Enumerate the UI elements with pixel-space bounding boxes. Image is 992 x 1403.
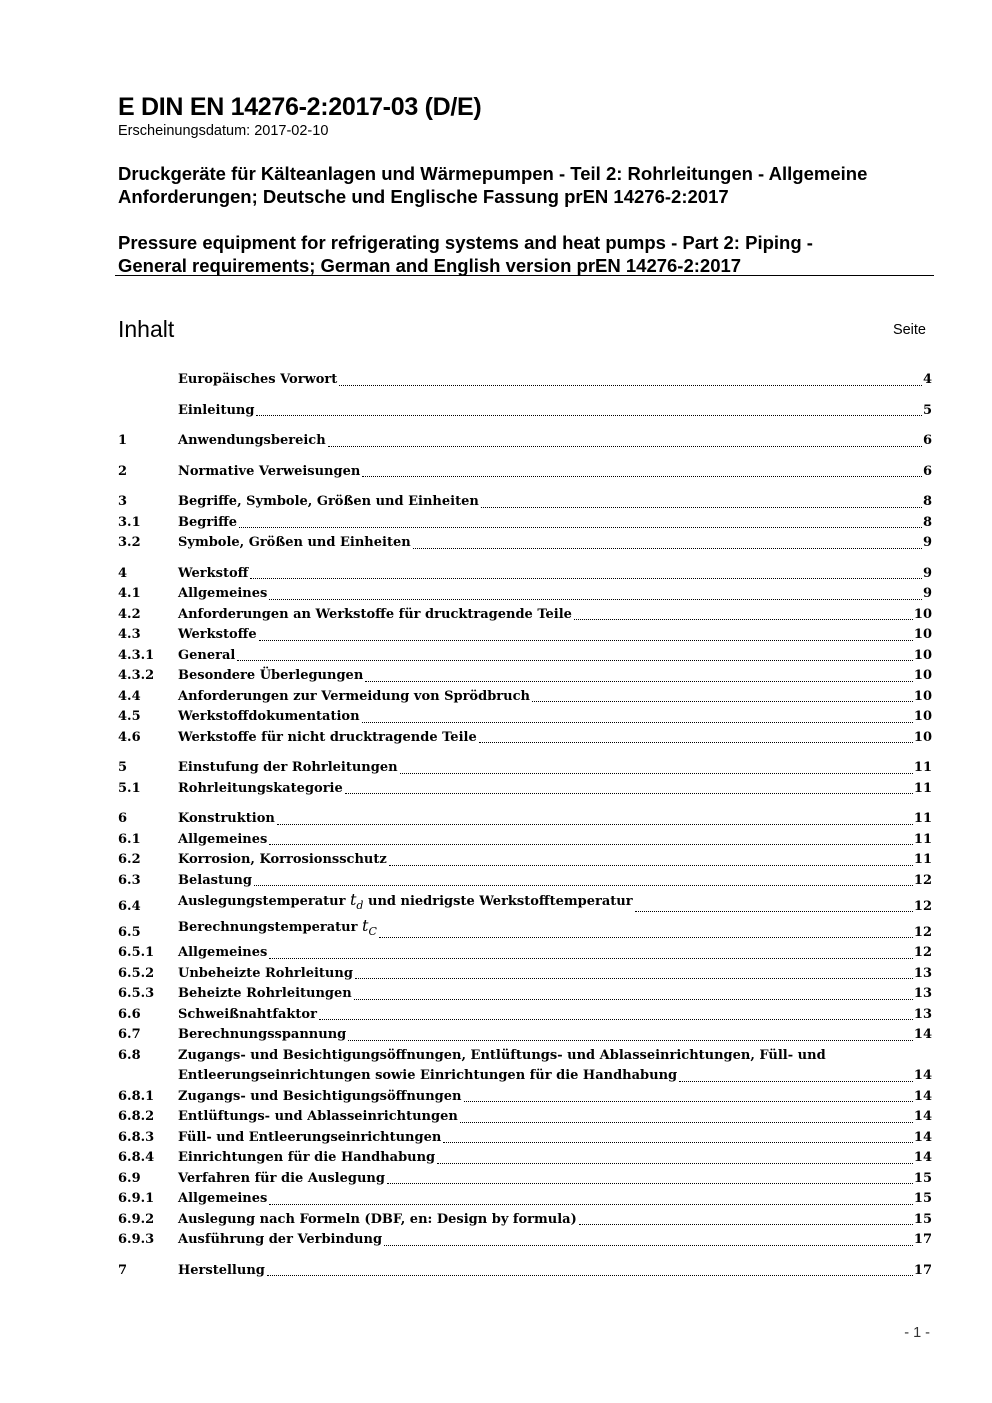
toc-entry-page: 17 xyxy=(913,1232,932,1247)
toc-entry-number: 6.5.1 xyxy=(118,945,155,960)
toc-entry-label: Auslegung nach Formeln (DBF, en: Design by formula) xyxy=(178,1211,577,1227)
toc-entry-page: 12 xyxy=(913,924,932,940)
toc-leader-dots xyxy=(267,1275,913,1276)
toc-entry[interactable] xyxy=(118,850,932,871)
toc-entry[interactable] xyxy=(118,1261,932,1282)
toc-leader-dots xyxy=(348,1040,913,1041)
toc-entry[interactable] xyxy=(118,871,932,892)
toc-entry-body xyxy=(178,1148,932,1169)
toc-entry[interactable] xyxy=(118,728,932,749)
toc-entry-label: Anforderungen zur Vermeidung von Sprödbruch xyxy=(178,688,530,704)
toc-entry-number: 6.8 xyxy=(118,1047,141,1063)
toc-entry-number: 4.5 xyxy=(118,709,141,724)
toc-leader-dots xyxy=(384,1245,913,1246)
toc-entry-number: 4.3.2 xyxy=(118,668,155,683)
toc-entry-number: 6.8.1 xyxy=(118,1088,155,1104)
toc-leader-dots xyxy=(269,958,913,959)
toc-entry-page: 13 xyxy=(913,1006,932,1022)
toc-leader-dots xyxy=(354,999,913,1000)
toc-entry[interactable] xyxy=(118,625,932,646)
toc-leader-dots xyxy=(579,1224,913,1225)
toc-leader-dots xyxy=(635,911,913,912)
toc-entry-page: 9 xyxy=(922,535,932,550)
toc-leader-dots xyxy=(532,701,913,702)
toc-entry-label: Begriffe, Symbole, Größen und Einheiten xyxy=(178,494,479,509)
toc-entry-body xyxy=(178,1230,932,1251)
toc-entry[interactable] xyxy=(118,891,932,917)
toc-entry-label-line-2: Entleerungseinrichtungen sowie Einrichtungen für die Handhabung xyxy=(178,1068,678,1083)
toc-entry-body xyxy=(178,1087,932,1108)
toc-entry-body xyxy=(178,1169,932,1190)
toc-entry-page: 13 xyxy=(913,965,932,981)
toc-title: Inhalt xyxy=(118,316,175,342)
title-english-line-2: General requirements; German and English version prEN 14276-2:2017 xyxy=(118,255,742,276)
toc-entry-number: 6.7 xyxy=(118,1027,141,1042)
toc-leader-dots xyxy=(362,722,913,723)
toc-entry-number: 6.4 xyxy=(118,898,141,914)
math-symbol-base: t xyxy=(349,890,357,910)
toc-entry-body xyxy=(178,605,932,626)
toc-entry-label: Begriffe xyxy=(178,514,238,530)
toc-leader-dots xyxy=(339,385,922,386)
toc-entry-label: Europäisches Vorwort xyxy=(178,372,338,387)
toc-entry-label-text: Auslegungstemperatur xyxy=(178,894,346,910)
toc-entry[interactable] xyxy=(118,431,932,452)
toc-entry-page: 8 xyxy=(922,494,932,509)
toc-entry-page: 9 xyxy=(922,586,932,601)
toc-leader-dots xyxy=(269,1204,913,1205)
toc-entry-number: 6.8.4 xyxy=(118,1150,155,1165)
toc-entry-label: Werkstoffdokumentation xyxy=(178,709,360,724)
toc-entry-page: 6 xyxy=(922,463,932,479)
toc-entry-body xyxy=(178,707,932,728)
toc-entry-number: 4.4 xyxy=(118,688,141,704)
toc-entry[interactable] xyxy=(118,1230,932,1251)
toc-entry-number: 6 xyxy=(118,811,128,826)
toc-entry-number: 4.3 xyxy=(118,627,141,642)
toc-entry-body xyxy=(178,890,932,917)
toc-entry[interactable] xyxy=(118,964,932,985)
toc-entry-body xyxy=(178,964,932,985)
toc-entry-label: Symbole, Größen und Einheiten xyxy=(178,535,411,550)
toc-entry-body xyxy=(178,1261,932,1282)
toc-entry-number: 6.5 xyxy=(118,924,141,940)
toc-entry-page: 12 xyxy=(913,898,932,914)
toc-entry-page: 17 xyxy=(913,1262,932,1278)
toc-leader-dots xyxy=(319,1019,913,1020)
toc-entry-page: 10 xyxy=(913,688,932,704)
toc-entry[interactable] xyxy=(118,707,932,728)
toc-entry-body xyxy=(178,984,932,1005)
toc-entry-body xyxy=(178,564,932,585)
math-symbol xyxy=(362,916,377,939)
toc-leader-dots xyxy=(437,1163,913,1164)
toc-entry-label: Anforderungen an Werkstoffe für drucktragende Teile xyxy=(178,606,572,622)
toc-entry-body xyxy=(178,850,932,871)
toc-entry-body xyxy=(178,462,932,483)
toc-entry-body xyxy=(178,1025,932,1046)
toc-leader-dots xyxy=(256,415,922,416)
toc-entry-page: 11 xyxy=(913,831,932,847)
toc-leader-dots xyxy=(277,824,913,825)
toc-entry-page: 12 xyxy=(913,872,932,888)
toc-entry-number: 6.3 xyxy=(118,872,141,888)
toc-entry-label: Entlüftungs- und Ablasseinrichtungen xyxy=(178,1109,458,1124)
toc-entry-page: 11 xyxy=(913,760,932,775)
toc-entry[interactable] xyxy=(118,809,932,830)
toc-entry-page: 13 xyxy=(913,986,932,1001)
toc-entry[interactable] xyxy=(118,1128,932,1149)
toc-entry-body xyxy=(178,1046,932,1087)
math-symbol xyxy=(349,890,364,913)
toc-leader-dots xyxy=(679,1081,913,1082)
toc-entry-label: Allgemeines xyxy=(178,1191,268,1206)
toc-entry[interactable] xyxy=(118,687,932,708)
toc-entry-page: 11 xyxy=(913,852,932,867)
toc-leader-dots xyxy=(269,844,913,845)
toc-entry-page: 14 xyxy=(913,1129,932,1145)
toc-leader-dots xyxy=(481,507,922,508)
toc-entry-body xyxy=(178,646,932,667)
toc-leader-dots xyxy=(387,1183,913,1184)
page-number: - 1 - xyxy=(904,1325,930,1341)
toc-entry[interactable] xyxy=(118,1046,932,1087)
toc-entry-number: 6.8.3 xyxy=(118,1129,155,1145)
toc-leader-dots xyxy=(239,527,922,528)
toc-entry-number: 6.8.2 xyxy=(118,1109,155,1124)
toc-entry-number: 6.5.2 xyxy=(118,965,155,981)
toc-entry-page: 14 xyxy=(913,1109,932,1124)
toc-leader-dots xyxy=(464,1101,913,1102)
toc-entry-label: Allgemeines xyxy=(178,586,268,601)
toc-entry[interactable] xyxy=(118,533,932,554)
toc-entry[interactable] xyxy=(118,984,932,1005)
toc-entry-label: Unbeheizte Rohrleitung xyxy=(178,965,353,981)
toc-entry-body xyxy=(178,533,932,554)
toc-entry-body xyxy=(178,401,932,422)
toc-entry-body xyxy=(178,370,932,391)
toc-entry-page: 14 xyxy=(913,1068,932,1083)
toc-entry-label: Ausführung der Verbindung xyxy=(178,1232,383,1247)
publication-date: Erscheinungsdatum: 2017-02-10 xyxy=(118,123,329,139)
math-symbol-subscript: d xyxy=(356,899,364,913)
toc-leader-dots xyxy=(379,937,913,938)
toc-entry-number: 6.9 xyxy=(118,1170,141,1186)
toc-entry-page: 10 xyxy=(913,627,932,642)
toc-entry-label: Allgemeines xyxy=(178,831,268,847)
toc-entry[interactable] xyxy=(118,779,932,800)
toc-entry-page: 6 xyxy=(922,433,932,448)
toc-entry-label: Verfahren für die Auslegung xyxy=(178,1170,385,1186)
toc-entry[interactable] xyxy=(118,1087,932,1108)
toc-entry-number: 3.2 xyxy=(118,535,141,550)
title-english-line-1: Pressure equipment for refrigerating systems and heat pumps - Part 2: Piping - xyxy=(118,232,813,253)
toc-entry-label: Werkstoffe xyxy=(178,627,257,642)
toc-entry-body xyxy=(178,492,932,513)
title-german xyxy=(118,162,934,208)
toc-entry-label: Zugangs- und Besichtigungsöffnungen xyxy=(178,1088,462,1104)
toc-entry[interactable] xyxy=(118,492,932,513)
toc-entry-label: Herstellung xyxy=(178,1262,265,1278)
toc-entry-page: 5 xyxy=(922,402,932,418)
toc-entry-label: Einrichtungen für die Handhabung xyxy=(178,1150,436,1165)
toc-entry-label xyxy=(178,890,633,917)
toc-entry-number: 5 xyxy=(118,760,128,775)
toc-entry-label-text-after: und niedrigste Werkstofftemperatur xyxy=(368,894,633,910)
toc-entry-page: 15 xyxy=(913,1191,932,1206)
toc-entry-body xyxy=(178,779,932,800)
toc-entry[interactable] xyxy=(118,646,932,667)
toc-entry-label: Konstruktion xyxy=(178,811,275,826)
toc-entry-label-line-1: Zugangs- und Besichtigungsöffnungen, Entlüftungs- und Ablasseinrichtungen, Füll- und xyxy=(178,1047,826,1063)
toc-leader-dots xyxy=(254,885,913,886)
header-divider xyxy=(115,275,934,276)
toc-entry-body xyxy=(178,687,932,708)
toc-entry-number: 6.6 xyxy=(118,1006,141,1022)
toc-entry-number: 6.2 xyxy=(118,852,141,867)
toc-entry-body xyxy=(178,871,932,892)
toc-entry[interactable] xyxy=(118,462,932,483)
toc-entry-body xyxy=(178,830,932,851)
toc-entry-body xyxy=(178,758,932,779)
document-header xyxy=(118,92,934,277)
toc-entry[interactable] xyxy=(118,584,932,605)
toc-entry-page: 9 xyxy=(922,565,932,581)
toc-entry[interactable] xyxy=(118,758,932,779)
toc-entry-number: 4.6 xyxy=(118,729,141,745)
toc-entry-page: 10 xyxy=(913,606,932,622)
toc-leader-dots xyxy=(362,476,922,477)
toc-entry[interactable] xyxy=(118,666,932,687)
toc-entry-label: Einstufung der Rohrleitungen xyxy=(178,760,398,775)
toc-leader-dots xyxy=(328,446,922,447)
toc-leader-dots xyxy=(269,599,922,600)
toc-entry-body xyxy=(178,728,932,749)
toc-entry-number: 4.1 xyxy=(118,586,141,601)
toc-entry-page: 10 xyxy=(913,729,932,745)
toc-entry-body xyxy=(178,1128,932,1149)
toc-leader-dots xyxy=(443,1142,913,1143)
toc-entry-body xyxy=(178,943,932,964)
toc-entry-label: Werkstoffe für nicht drucktragende Teile xyxy=(178,729,477,745)
toc-leader-dots xyxy=(479,742,913,743)
toc-leader-dots xyxy=(400,773,913,774)
toc-page-column-label: Seite xyxy=(892,322,926,338)
document-id: E DIN EN 14276-2:2017-03 (D/E) xyxy=(118,93,482,121)
toc-entry-number: 4.3.1 xyxy=(118,647,155,663)
toc-entry-number: 4.2 xyxy=(118,606,141,622)
toc-entry-body xyxy=(178,1189,932,1210)
toc-entry-body xyxy=(178,431,932,452)
toc-entry-number: 7 xyxy=(118,1262,128,1278)
toc-leader-dots xyxy=(574,619,913,620)
toc-entry-number: 3 xyxy=(118,494,128,509)
toc-entry-label: Anwendungsbereich xyxy=(178,433,326,448)
toc-entry-page: 10 xyxy=(913,647,932,663)
toc-entry-body xyxy=(178,1210,932,1231)
toc-entry-body xyxy=(178,916,932,943)
toc-entry[interactable] xyxy=(118,564,932,585)
toc-leader-dots xyxy=(389,865,913,866)
toc-entry-label: Beheizte Rohrleitungen xyxy=(178,986,352,1001)
toc-entry[interactable] xyxy=(118,1189,932,1210)
toc-entry-label: Korrosion, Korrosionsschutz xyxy=(178,852,387,867)
toc-entry-label xyxy=(178,916,377,943)
toc-entry[interactable] xyxy=(118,1107,932,1128)
toc-entry[interactable] xyxy=(118,1210,932,1231)
toc-entry-label: Allgemeines xyxy=(178,945,268,960)
toc-leader-dots xyxy=(250,578,922,579)
toc-entry-label: Rohrleitungskategorie xyxy=(178,780,343,796)
toc-entry-page: 12 xyxy=(913,945,932,960)
toc-leader-dots xyxy=(355,978,913,979)
toc-entry-label: Werkstoff xyxy=(178,565,249,581)
toc-entry-number: 2 xyxy=(118,463,128,479)
toc-entry-label: Normative Verweisungen xyxy=(178,463,361,479)
toc-leader-dots xyxy=(460,1122,913,1123)
toc-entry-body xyxy=(178,584,932,605)
toc-leader-dots xyxy=(237,660,913,661)
toc-entry-page: 11 xyxy=(913,780,932,796)
toc-leader-dots xyxy=(413,548,922,549)
title-german-line-1: Druckgeräte für Kälteanlagen und Wärmepumpen - Teil 2: Rohrleitungen - Allgemeine xyxy=(118,163,868,184)
toc-entry[interactable] xyxy=(118,1025,932,1046)
toc-entry-label: General xyxy=(178,647,236,663)
toc-entry-number: 3.1 xyxy=(118,514,141,530)
table-of-contents xyxy=(118,370,932,1281)
toc-entry-number: 1 xyxy=(118,433,128,448)
toc-leader-dots xyxy=(345,793,913,794)
title-english xyxy=(118,231,934,277)
toc-entry-number: 4 xyxy=(118,565,128,581)
math-symbol-subscript: C xyxy=(368,925,377,939)
toc-entry-page: 8 xyxy=(922,514,932,530)
toc-entry-line-2 xyxy=(178,1066,932,1087)
toc-entry-label: Belastung xyxy=(178,872,252,888)
toc-heading xyxy=(118,314,926,344)
toc-entry-page: 15 xyxy=(913,1211,932,1227)
toc-entry-number: 6.5.3 xyxy=(118,986,155,1001)
toc-entry-body xyxy=(178,513,932,534)
toc-entry-label: Füll- und Entleerungseinrichtungen xyxy=(178,1129,442,1145)
toc-entry[interactable] xyxy=(118,830,932,851)
math-symbol-base: t xyxy=(362,916,369,936)
toc-leader-dots xyxy=(259,640,913,641)
toc-entry-page: 10 xyxy=(913,668,932,683)
toc-entry[interactable] xyxy=(118,1005,932,1026)
toc-entry[interactable] xyxy=(118,1169,932,1190)
toc-entry-page: 14 xyxy=(913,1088,932,1104)
toc-entry-page: 15 xyxy=(913,1170,932,1186)
toc-entry-page: 4 xyxy=(922,372,932,387)
toc-entry-page: 14 xyxy=(913,1027,932,1042)
toc-entry-body xyxy=(178,625,932,646)
toc-entry-body xyxy=(178,809,932,830)
toc-entry[interactable] xyxy=(118,1148,932,1169)
toc-entry-label: Besondere Überlegungen xyxy=(178,668,364,683)
toc-entry-label: Berechnungsspannung xyxy=(178,1027,347,1042)
toc-entry-number: 5.1 xyxy=(118,780,141,796)
toc-entry-body xyxy=(178,666,932,687)
toc-entry[interactable] xyxy=(118,943,932,964)
toc-entry-page: 11 xyxy=(913,811,932,826)
toc-entry[interactable] xyxy=(118,370,932,391)
toc-entry-number: 6.1 xyxy=(118,831,141,847)
toc-leader-dots xyxy=(365,681,913,682)
toc-entry-label: Einleitung xyxy=(178,402,255,418)
toc-entry-label: Schweißnahtfaktor xyxy=(178,1006,317,1022)
toc-entry-number: 6.9.3 xyxy=(118,1232,155,1247)
title-german-line-2: Anforderungen; Deutsche und Englische Fassung prEN 14276-2:2017 xyxy=(118,186,729,207)
toc-entry-number: 6.9.2 xyxy=(118,1211,155,1227)
toc-entry-number: 6.9.1 xyxy=(118,1191,155,1206)
toc-entry-body xyxy=(178,1005,932,1026)
toc-entry[interactable] xyxy=(118,401,932,422)
toc-entry[interactable] xyxy=(118,917,932,943)
toc-entry[interactable] xyxy=(118,513,932,534)
toc-entry-page: 10 xyxy=(913,709,932,724)
toc-entry-body xyxy=(178,1107,932,1128)
toc-entry-page: 14 xyxy=(913,1150,932,1165)
toc-entry[interactable] xyxy=(118,605,932,626)
toc-entry-label-text: Berechnungstemperatur xyxy=(178,920,358,936)
